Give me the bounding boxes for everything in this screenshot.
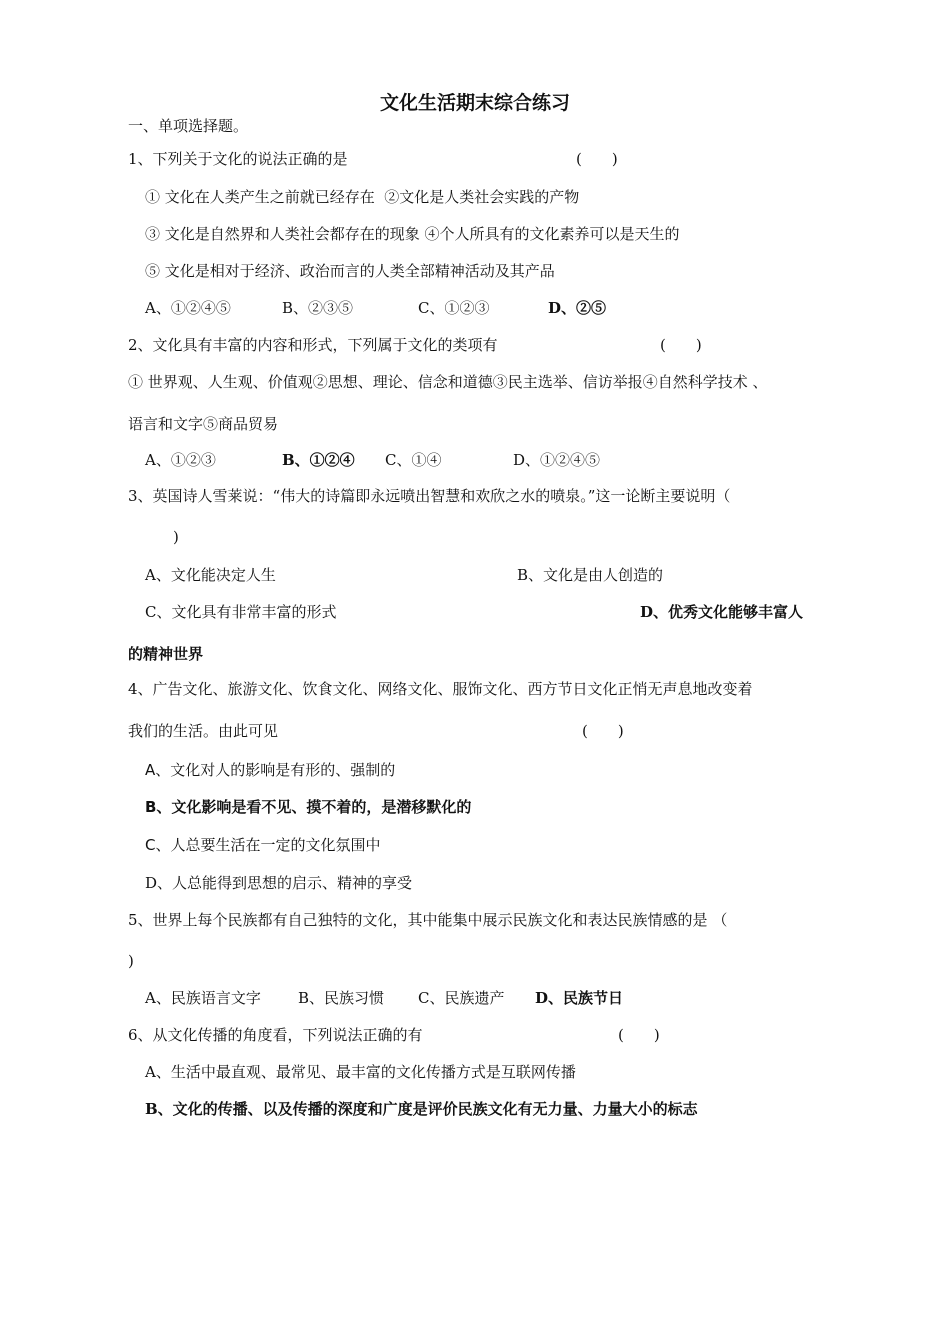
q2-option-a: A、①②③ (145, 451, 216, 469)
q1-option-a: A、①②④⑤ (145, 299, 231, 317)
page-title: 文化生活期末综合练习 (379, 92, 570, 114)
q4-option-c: C、人总要生活在一定的文化氛围中 (145, 836, 381, 854)
q2-answer-paren: ( ) (660, 336, 702, 354)
q6-option-b: B、文化的传播、以及传播的深度和广度是评价民族文化有无力量、力量大小的标志 (145, 1100, 698, 1118)
q4-stem-line-1: 4、广告文化、旅游文化、饮食文化、网络文化、服饰文化、西方节日文化正悄无声息地改变着 (128, 680, 753, 698)
q1-stem: 1、下列关于文化的说法正确的是 (128, 150, 348, 168)
q2-stem: 2、文化具有丰富的内容和形式，下列属于文化的类项有 (128, 336, 498, 354)
q2-option-d: D、①②④⑤ (513, 451, 601, 469)
q3-option-b: B、文化是由人创造的 (517, 566, 664, 584)
q5-option-a: A、民族语言文字 (145, 989, 261, 1007)
q4-option-a: A、文化对人的影响是有形的、强制的 (145, 761, 396, 779)
q1-option-b: B、②③⑤ (282, 299, 354, 317)
q2-option-b: B、①②④ (282, 451, 355, 469)
q5-option-b: B、民族习惯 (298, 989, 385, 1007)
q1-statement-2: ③ 文化是自然界和人类社会都存在的现象 ④个人所具有的文化素养可以是天生的 (145, 225, 680, 243)
q2-items-line-1: ① 世界观、人生观、价值观②思想、理论、信念和道德③民主选举、信访举报④自然科学技术 、 (128, 373, 768, 391)
q1-statement-3: ⑤ 文化是相对于经济、政治而言的人类全部精神活动及其产品 (145, 262, 555, 280)
q2-option-c: C、①④ (385, 451, 442, 469)
q6-option-a: A、生活中最直观、最常见、最丰富的文化传播方式是互联网传播 (145, 1063, 576, 1081)
q5-option-d: D、民族节日 (535, 989, 624, 1007)
q2-items-line-2: 语言和文字⑤商品贸易 (128, 415, 279, 433)
q5-stem: 5、世界上每个民族都有自己独特的文化，其中能集中展示民族文化和表达民族情感的是 （ (128, 911, 728, 929)
q4-option-d: D、人总能得到思想的启示、精神的享受 (145, 874, 413, 892)
q1-answer-paren: ( ) (576, 150, 618, 168)
q1-option-c: C、①②③ (418, 299, 490, 317)
q1-statement-1: ① 文化在人类产生之前就已经存在 ②文化是人类社会实践的产物 (145, 188, 580, 206)
section-heading: 一、单项选择题。 (128, 117, 249, 135)
q3-option-c: C、文化具有非常丰富的形式 (145, 603, 337, 621)
q4-answer-paren: ( ) (582, 722, 624, 740)
q3-option-d: D、优秀文化能够丰富人 (640, 603, 804, 621)
q3-option-a: A、文化能决定人生 (145, 566, 276, 584)
q5-option-c: C、民族遗产 (418, 989, 505, 1007)
q4-stem-line-2: 我们的生活。由此可见 (128, 722, 279, 740)
q3-stem: 3、英国诗人雪莱说：“伟大的诗篇即永远喷出智慧和欢欣之水的喷泉。”这一论断主要说明（ (128, 487, 731, 505)
q6-stem: 6、从文化传播的角度看，下列说法正确的有 (128, 1026, 423, 1044)
q1-option-d: D、②⑤ (548, 299, 607, 317)
q3-answer-paren-close: ) (173, 528, 179, 546)
q6-answer-paren: ( ) (618, 1026, 660, 1044)
q3-option-d-continued: 的精神世界 (128, 645, 204, 663)
q4-option-b: B、文化影响是看不见、摸不着的，是潜移默化的 (145, 798, 472, 816)
q5-answer-paren-close: ) (128, 952, 134, 970)
